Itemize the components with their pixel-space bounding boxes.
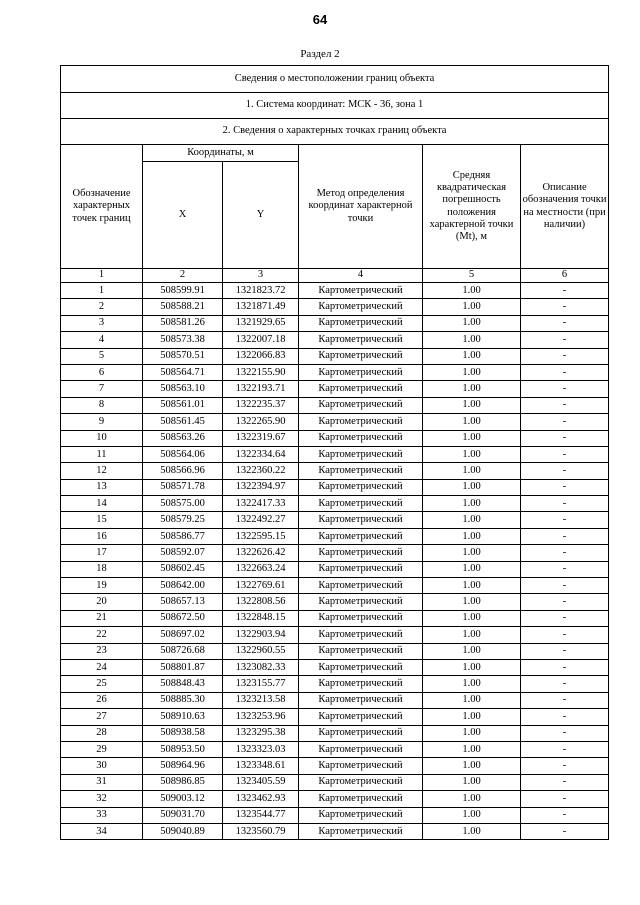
description-cell: - <box>521 332 609 348</box>
coord-x-cell: 508602.45 <box>143 561 223 577</box>
description-cell: - <box>521 430 609 446</box>
point-number-cell: 31 <box>61 774 143 790</box>
accuracy-cell: 1.00 <box>423 446 521 462</box>
table-row <box>61 512 609 528</box>
table-row <box>61 348 609 364</box>
coord-y-cell: 1322808.56 <box>223 594 299 610</box>
table-row <box>61 774 609 790</box>
accuracy-cell: 1.00 <box>423 479 521 495</box>
method-cell: Картометрический <box>299 397 423 413</box>
point-number-cell: 21 <box>61 610 143 626</box>
table-row <box>61 578 609 594</box>
table-row <box>61 463 609 479</box>
coord-x-cell: 508571.78 <box>143 479 223 495</box>
table-row <box>61 561 609 577</box>
coord-y-cell: 1323348.61 <box>223 758 299 774</box>
method-cell: Картометрический <box>299 545 423 561</box>
method-cell: Картометрический <box>299 758 423 774</box>
coord-y-cell: 1323560.79 <box>223 823 299 839</box>
accuracy-cell: 1.00 <box>423 348 521 364</box>
coordinate-system: 1. Система координат: МСК - 36, зона 1 <box>61 93 609 119</box>
table-row <box>61 397 609 413</box>
table-row <box>61 528 609 544</box>
coord-x-cell: 508964.96 <box>143 758 223 774</box>
coord-x-cell: 508910.63 <box>143 709 223 725</box>
point-number-cell: 34 <box>61 823 143 839</box>
accuracy-cell: 1.00 <box>423 594 521 610</box>
column-number: 4 <box>299 269 423 283</box>
table-row <box>61 381 609 397</box>
description-cell: - <box>521 512 609 528</box>
header-y: Y <box>223 162 299 269</box>
accuracy-cell: 1.00 <box>423 725 521 741</box>
coord-x-cell: 508566.96 <box>143 463 223 479</box>
coord-x-cell: 508573.38 <box>143 332 223 348</box>
method-cell: Картометрический <box>299 430 423 446</box>
coord-y-cell: 1321871.49 <box>223 299 299 315</box>
coord-x-cell: 508581.26 <box>143 315 223 331</box>
coord-x-cell: 508726.68 <box>143 643 223 659</box>
coord-x-cell: 508588.21 <box>143 299 223 315</box>
accuracy-cell: 1.00 <box>423 315 521 331</box>
header-x: X <box>143 162 223 269</box>
coord-x-cell: 508570.51 <box>143 348 223 364</box>
table-row <box>61 496 609 512</box>
method-cell: Картометрический <box>299 594 423 610</box>
method-cell: Картометрический <box>299 315 423 331</box>
point-number-cell: 11 <box>61 446 143 462</box>
method-cell: Картометрический <box>299 561 423 577</box>
point-number-cell: 17 <box>61 545 143 561</box>
accuracy-cell: 1.00 <box>423 430 521 446</box>
method-cell: Картометрический <box>299 446 423 462</box>
point-number-cell: 32 <box>61 791 143 807</box>
coord-y-cell: 1322417.33 <box>223 496 299 512</box>
coord-y-cell: 1322960.55 <box>223 643 299 659</box>
point-number-cell: 18 <box>61 561 143 577</box>
coord-y-cell: 1323253.96 <box>223 709 299 725</box>
table-row <box>61 610 609 626</box>
description-cell: - <box>521 364 609 380</box>
coord-x-cell: 509040.89 <box>143 823 223 839</box>
accuracy-cell: 1.00 <box>423 299 521 315</box>
accuracy-cell: 1.00 <box>423 381 521 397</box>
table-row <box>61 692 609 708</box>
method-cell: Картометрический <box>299 692 423 708</box>
column-number: 2 <box>143 269 223 283</box>
description-cell: - <box>521 823 609 839</box>
description-cell: - <box>521 479 609 495</box>
method-cell: Картометрический <box>299 479 423 495</box>
coord-x-cell: 508563.26 <box>143 430 223 446</box>
description-cell: - <box>521 610 609 626</box>
table-row <box>61 446 609 462</box>
coord-y-cell: 1322663.24 <box>223 561 299 577</box>
accuracy-cell: 1.00 <box>423 283 521 299</box>
description-cell: - <box>521 414 609 430</box>
coord-x-cell: 508801.87 <box>143 659 223 675</box>
coord-y-cell: 1323405.59 <box>223 774 299 790</box>
method-cell: Картометрический <box>299 332 423 348</box>
coord-x-cell: 508657.13 <box>143 594 223 610</box>
method-cell: Картометрический <box>299 725 423 741</box>
point-number-cell: 9 <box>61 414 143 430</box>
table-row <box>61 758 609 774</box>
description-cell: - <box>521 561 609 577</box>
description-cell: - <box>521 774 609 790</box>
point-number-cell: 14 <box>61 496 143 512</box>
accuracy-cell: 1.00 <box>423 545 521 561</box>
point-number-cell: 8 <box>61 397 143 413</box>
method-cell: Картометрический <box>299 643 423 659</box>
point-number-cell: 30 <box>61 758 143 774</box>
table-row <box>61 430 609 446</box>
point-number-cell: 27 <box>61 709 143 725</box>
point-number-cell: 7 <box>61 381 143 397</box>
table-row <box>61 709 609 725</box>
table-row <box>61 791 609 807</box>
coord-y-cell: 1322848.15 <box>223 610 299 626</box>
point-number-cell: 12 <box>61 463 143 479</box>
accuracy-cell: 1.00 <box>423 397 521 413</box>
column-number: 6 <box>521 269 609 283</box>
table-row <box>61 283 609 299</box>
description-cell: - <box>521 627 609 643</box>
point-number-cell: 15 <box>61 512 143 528</box>
coord-x-cell: 508564.06 <box>143 446 223 462</box>
method-cell: Картометрический <box>299 283 423 299</box>
table-row <box>61 643 609 659</box>
description-cell: - <box>521 348 609 364</box>
accuracy-cell: 1.00 <box>423 496 521 512</box>
accuracy-cell: 1.00 <box>423 627 521 643</box>
accuracy-cell: 1.00 <box>423 791 521 807</box>
coord-y-cell: 1322394.97 <box>223 479 299 495</box>
point-number-cell: 20 <box>61 594 143 610</box>
table-row <box>61 807 609 823</box>
point-number-cell: 2 <box>61 299 143 315</box>
coord-x-cell: 508938.58 <box>143 725 223 741</box>
description-cell: - <box>521 545 609 561</box>
table-title: Сведения о местоположении границ объекта <box>61 66 609 93</box>
table-row <box>61 479 609 495</box>
coord-y-cell: 1322235.37 <box>223 397 299 413</box>
method-cell: Картометрический <box>299 709 423 725</box>
header-method: Метод определения координат характерной точки <box>299 145 423 269</box>
description-cell: - <box>521 807 609 823</box>
accuracy-cell: 1.00 <box>423 823 521 839</box>
table-row <box>61 627 609 643</box>
description-cell: - <box>521 741 609 757</box>
description-cell: - <box>521 446 609 462</box>
table-row <box>61 594 609 610</box>
description-cell: - <box>521 463 609 479</box>
header-coordinates: Координаты, м <box>143 145 299 162</box>
description-cell: - <box>521 578 609 594</box>
method-cell: Картометрический <box>299 528 423 544</box>
coord-x-cell: 508579.25 <box>143 512 223 528</box>
method-cell: Картометрический <box>299 791 423 807</box>
table-row <box>61 823 609 839</box>
coord-x-cell: 508592.07 <box>143 545 223 561</box>
section-title: Раздел 2 <box>300 48 340 60</box>
column-number: 3 <box>223 269 299 283</box>
point-number-cell: 25 <box>61 676 143 692</box>
table-row <box>61 315 609 331</box>
header-accuracy: Средняя квадратическая погрешность положения характерной точки (Mt), м <box>423 145 521 269</box>
accuracy-cell: 1.00 <box>423 741 521 757</box>
coord-x-cell: 508672.50 <box>143 610 223 626</box>
coord-y-cell: 1322769.61 <box>223 578 299 594</box>
description-cell: - <box>521 709 609 725</box>
table-row <box>61 414 609 430</box>
method-cell: Картометрический <box>299 774 423 790</box>
table-row <box>61 725 609 741</box>
point-number-cell: 22 <box>61 627 143 643</box>
accuracy-cell: 1.00 <box>423 364 521 380</box>
coord-x-cell: 508563.10 <box>143 381 223 397</box>
accuracy-cell: 1.00 <box>423 643 521 659</box>
point-number-cell: 19 <box>61 578 143 594</box>
coord-x-cell: 508885.30 <box>143 692 223 708</box>
method-cell: Картометрический <box>299 512 423 528</box>
point-number-cell: 1 <box>61 283 143 299</box>
description-cell: - <box>521 528 609 544</box>
method-cell: Картометрический <box>299 496 423 512</box>
point-number-cell: 6 <box>61 364 143 380</box>
accuracy-cell: 1.00 <box>423 578 521 594</box>
description-cell: - <box>521 381 609 397</box>
description-cell: - <box>521 496 609 512</box>
description-cell: - <box>521 725 609 741</box>
description-cell: - <box>521 594 609 610</box>
accuracy-cell: 1.00 <box>423 659 521 675</box>
accuracy-cell: 1.00 <box>423 676 521 692</box>
point-number-cell: 4 <box>61 332 143 348</box>
header-point: Обозначение характерных точек границ <box>61 145 143 269</box>
coord-x-cell: 509003.12 <box>143 791 223 807</box>
description-cell: - <box>521 676 609 692</box>
description-cell: - <box>521 397 609 413</box>
table-row <box>61 545 609 561</box>
method-cell: Картометрический <box>299 807 423 823</box>
coord-x-cell: 508575.00 <box>143 496 223 512</box>
point-number-cell: 5 <box>61 348 143 364</box>
point-number-cell: 24 <box>61 659 143 675</box>
coord-y-cell: 1322626.42 <box>223 545 299 561</box>
coord-x-cell: 508986.85 <box>143 774 223 790</box>
description-cell: - <box>521 315 609 331</box>
point-number-cell: 3 <box>61 315 143 331</box>
accuracy-cell: 1.00 <box>423 332 521 348</box>
method-cell: Картометрический <box>299 610 423 626</box>
coord-y-cell: 1323295.38 <box>223 725 299 741</box>
coord-y-cell: 1322155.90 <box>223 364 299 380</box>
coord-y-cell: 1322319.67 <box>223 430 299 446</box>
description-cell: - <box>521 758 609 774</box>
coord-y-cell: 1322066.83 <box>223 348 299 364</box>
description-cell: - <box>521 692 609 708</box>
accuracy-cell: 1.00 <box>423 807 521 823</box>
coord-y-cell: 1323544.77 <box>223 807 299 823</box>
accuracy-cell: 1.00 <box>423 774 521 790</box>
point-number-cell: 33 <box>61 807 143 823</box>
method-cell: Картометрический <box>299 299 423 315</box>
table-row <box>61 332 609 348</box>
description-cell: - <box>521 791 609 807</box>
table-row <box>61 741 609 757</box>
column-number: 5 <box>423 269 521 283</box>
description-cell: - <box>521 299 609 315</box>
table-row <box>61 676 609 692</box>
accuracy-cell: 1.00 <box>423 758 521 774</box>
point-number-cell: 28 <box>61 725 143 741</box>
accuracy-cell: 1.00 <box>423 709 521 725</box>
coord-y-cell: 1322492.27 <box>223 512 299 528</box>
method-cell: Картометрический <box>299 578 423 594</box>
method-cell: Картометрический <box>299 414 423 430</box>
method-cell: Картометрический <box>299 627 423 643</box>
description-cell: - <box>521 659 609 675</box>
accuracy-cell: 1.00 <box>423 512 521 528</box>
point-number-cell: 10 <box>61 430 143 446</box>
table-row <box>61 659 609 675</box>
table-row <box>61 364 609 380</box>
column-number: 1 <box>61 269 143 283</box>
coord-x-cell: 508561.45 <box>143 414 223 430</box>
coord-x-cell: 509031.70 <box>143 807 223 823</box>
point-number-cell: 29 <box>61 741 143 757</box>
coord-x-cell: 508953.50 <box>143 741 223 757</box>
coord-y-cell: 1322007.18 <box>223 332 299 348</box>
accuracy-cell: 1.00 <box>423 528 521 544</box>
coord-y-cell: 1321823.72 <box>223 283 299 299</box>
description-cell: - <box>521 643 609 659</box>
coord-x-cell: 508586.77 <box>143 528 223 544</box>
method-cell: Картометрический <box>299 381 423 397</box>
method-cell: Картометрический <box>299 676 423 692</box>
point-number-cell: 23 <box>61 643 143 659</box>
method-cell: Картометрический <box>299 348 423 364</box>
method-cell: Картометрический <box>299 364 423 380</box>
method-cell: Картометрический <box>299 741 423 757</box>
coord-x-cell: 508848.43 <box>143 676 223 692</box>
coord-x-cell: 508642.00 <box>143 578 223 594</box>
coord-x-cell: 508564.71 <box>143 364 223 380</box>
coord-x-cell: 508599.91 <box>143 283 223 299</box>
coord-y-cell: 1323462.93 <box>223 791 299 807</box>
page-number: 64 <box>312 12 328 27</box>
coord-y-cell: 1322903.94 <box>223 627 299 643</box>
coord-y-cell: 1322360.22 <box>223 463 299 479</box>
coord-y-cell: 1322265.90 <box>223 414 299 430</box>
coord-y-cell: 1323155.77 <box>223 676 299 692</box>
point-number-cell: 16 <box>61 528 143 544</box>
points-caption: 2. Сведения о характерных точках границ объекта <box>61 119 609 145</box>
coord-x-cell: 508697.02 <box>143 627 223 643</box>
coord-y-cell: 1322595.15 <box>223 528 299 544</box>
accuracy-cell: 1.00 <box>423 463 521 479</box>
coord-x-cell: 508561.01 <box>143 397 223 413</box>
accuracy-cell: 1.00 <box>423 414 521 430</box>
method-cell: Картометрический <box>299 463 423 479</box>
description-cell: - <box>521 283 609 299</box>
method-cell: Картометрический <box>299 659 423 675</box>
point-number-cell: 26 <box>61 692 143 708</box>
table-row <box>61 299 609 315</box>
accuracy-cell: 1.00 <box>423 561 521 577</box>
coord-y-cell: 1322193.71 <box>223 381 299 397</box>
coord-y-cell: 1323213.58 <box>223 692 299 708</box>
coord-y-cell: 1323323.03 <box>223 741 299 757</box>
accuracy-cell: 1.00 <box>423 692 521 708</box>
coord-y-cell: 1323082.33 <box>223 659 299 675</box>
accuracy-cell: 1.00 <box>423 610 521 626</box>
method-cell: Картометрический <box>299 823 423 839</box>
header-description: Описание обозначения точки на местности (при наличии) <box>521 145 609 269</box>
coord-y-cell: 1321929.65 <box>223 315 299 331</box>
point-number-cell: 13 <box>61 479 143 495</box>
boundary-points-table <box>60 65 609 840</box>
coord-y-cell: 1322334.64 <box>223 446 299 462</box>
